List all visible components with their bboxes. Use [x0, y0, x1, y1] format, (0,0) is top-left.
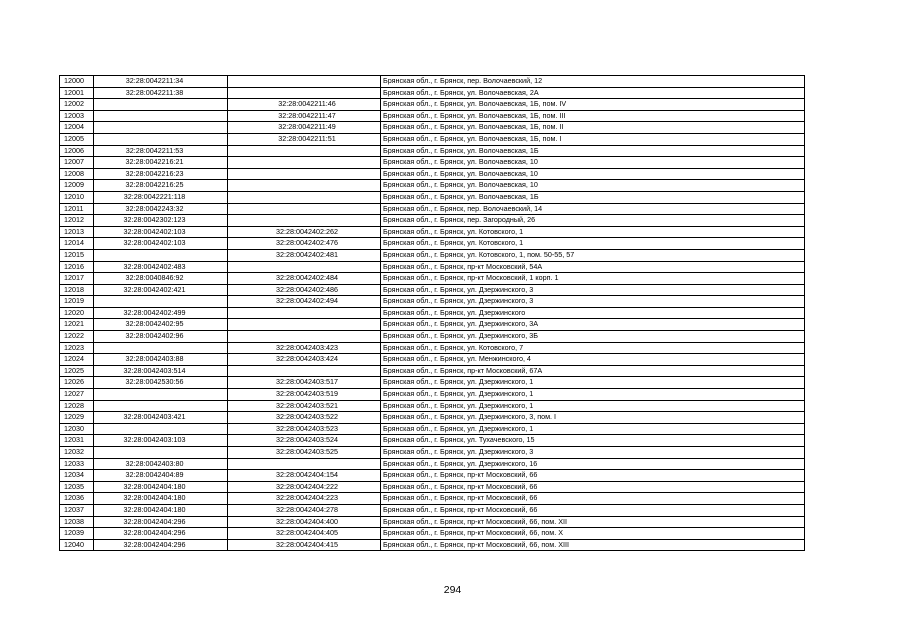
building-number-cell	[228, 157, 381, 169]
parcel-number-cell: 32:28:0042404:180	[94, 481, 228, 493]
row-number-cell: 12018	[60, 284, 94, 296]
row-number-cell: 12028	[60, 400, 94, 412]
row-number-cell: 12000	[60, 76, 94, 88]
row-number-cell: 12004	[60, 122, 94, 134]
row-number-cell: 12038	[60, 516, 94, 528]
parcel-number-cell: 32:28:0042403:421	[94, 412, 228, 424]
parcel-number-cell: 32:28:0042402:96	[94, 331, 228, 343]
table-row	[60, 354, 805, 366]
table-row	[60, 133, 805, 145]
table-row	[60, 203, 805, 215]
building-number-cell: 32:28:0042402:494	[228, 296, 381, 308]
address-cell: Брянская обл., г. Брянск, ул. Дзержинского, 3	[381, 447, 805, 459]
building-number-cell	[228, 191, 381, 203]
parcel-number-cell	[94, 389, 228, 401]
building-number-cell: 32:28:0042211:51	[228, 133, 381, 145]
address-cell: Брянская обл., г. Брянск, ул. Котовского, 1	[381, 226, 805, 238]
building-number-cell: 32:28:0042402:484	[228, 273, 381, 285]
address-cell: Брянская обл., г. Брянск, ул. Волочаевская, 1Б	[381, 145, 805, 157]
building-number-cell	[228, 87, 381, 99]
parcel-number-cell	[94, 296, 228, 308]
table-row	[60, 296, 805, 308]
building-number-cell: 32:28:0042403:423	[228, 342, 381, 354]
address-cell: Брянская обл., г. Брянск, ул. Дзержинского, 16	[381, 458, 805, 470]
row-number-cell: 12040	[60, 539, 94, 551]
row-number-cell: 12024	[60, 354, 94, 366]
parcel-number-cell: 32:28:0042402:499	[94, 307, 228, 319]
row-number-cell: 12015	[60, 249, 94, 261]
row-number-cell: 12005	[60, 133, 94, 145]
address-cell: Брянская обл., г. Брянск, ул. Дзержинского, 1	[381, 400, 805, 412]
building-number-cell	[228, 76, 381, 88]
parcel-number-cell: 32:28:0042211:53	[94, 145, 228, 157]
parcel-number-cell: 32:28:0042302:123	[94, 215, 228, 227]
building-number-cell: 32:28:0042211:47	[228, 110, 381, 122]
building-number-cell	[228, 365, 381, 377]
parcel-number-cell: 32:28:0040846:92	[94, 273, 228, 285]
parcel-number-cell: 32:28:0042402:103	[94, 238, 228, 250]
building-number-cell	[228, 203, 381, 215]
row-number-cell: 12025	[60, 365, 94, 377]
building-number-cell: 32:28:0042403:517	[228, 377, 381, 389]
parcel-number-cell: 32:28:0042402:103	[94, 226, 228, 238]
row-number-cell: 12022	[60, 331, 94, 343]
table-row	[60, 481, 805, 493]
address-cell: Брянская обл., г. Брянск, ул. Волочаевская, 1Б, пом. II	[381, 122, 805, 134]
building-number-cell	[228, 215, 381, 227]
parcel-number-cell: 32:28:0042404:296	[94, 516, 228, 528]
parcel-number-cell: 32:28:0042216:23	[94, 168, 228, 180]
row-number-cell: 12029	[60, 412, 94, 424]
table-row	[60, 539, 805, 551]
parcel-number-cell: 32:28:0042403:514	[94, 365, 228, 377]
parcel-number-cell: 32:28:0042211:34	[94, 76, 228, 88]
building-number-cell: 32:28:0042404:223	[228, 493, 381, 505]
building-number-cell	[228, 168, 381, 180]
table-row	[60, 516, 805, 528]
address-cell: Брянская обл., г. Брянск, ул. Дзержинского, 1	[381, 389, 805, 401]
building-number-cell: 32:28:0042404:154	[228, 470, 381, 482]
address-cell: Брянская обл., г. Брянск, пр-кт Московский, 66, пом. XII	[381, 516, 805, 528]
building-number-cell: 32:28:0042404:405	[228, 528, 381, 540]
building-number-cell: 32:28:0042403:519	[228, 389, 381, 401]
building-number-cell	[228, 307, 381, 319]
table-row	[60, 180, 805, 192]
address-cell: Брянская обл., г. Брянск, пр-кт Московский, 66, пом. X	[381, 528, 805, 540]
address-cell: Брянская обл., г. Брянск, пер. Волочаевский, 12	[381, 76, 805, 88]
address-cell: Брянская обл., г. Брянск, пр-кт Московский, 66, пом. XIII	[381, 539, 805, 551]
parcel-number-cell: 32:28:0042403:103	[94, 435, 228, 447]
cadastral-table	[59, 75, 805, 551]
address-cell: Брянская обл., г. Брянск, ул. Дзержинского, 3Б	[381, 331, 805, 343]
table-row	[60, 99, 805, 111]
table-row	[60, 76, 805, 88]
address-cell: Брянская обл., г. Брянск, ул. Волочаевская, 10	[381, 157, 805, 169]
address-cell: Брянская обл., г. Брянск, ул. Дзержинского, 1	[381, 377, 805, 389]
table-row	[60, 191, 805, 203]
parcel-number-cell	[94, 342, 228, 354]
table-row	[60, 470, 805, 482]
parcel-number-cell: 32:28:0042402:421	[94, 284, 228, 296]
table-row	[60, 458, 805, 470]
building-number-cell	[228, 261, 381, 273]
address-cell: Брянская обл., г. Брянск, пр-кт Московский, 54А	[381, 261, 805, 273]
row-number-cell: 12002	[60, 99, 94, 111]
row-number-cell: 12013	[60, 226, 94, 238]
address-cell: Брянская обл., г. Брянск, ул. Дзержинского, 3	[381, 296, 805, 308]
table-row	[60, 145, 805, 157]
parcel-number-cell: 32:28:0042211:38	[94, 87, 228, 99]
address-cell: Брянская обл., г. Брянск, ул. Волочаевская, 10	[381, 180, 805, 192]
address-cell: Брянская обл., г. Брянск, пр-кт Московский, 1 корп. 1	[381, 273, 805, 285]
parcel-number-cell	[94, 110, 228, 122]
building-number-cell: 32:28:0042404:415	[228, 539, 381, 551]
address-cell: Брянская обл., г. Брянск, ул. Волочаевская, 10	[381, 168, 805, 180]
table-row	[60, 261, 805, 273]
row-number-cell: 12033	[60, 458, 94, 470]
table-row	[60, 226, 805, 238]
row-number-cell: 12039	[60, 528, 94, 540]
building-number-cell: 32:28:0042404:222	[228, 481, 381, 493]
building-number-cell: 32:28:0042211:46	[228, 99, 381, 111]
building-number-cell	[228, 145, 381, 157]
parcel-number-cell: 32:28:0042402:483	[94, 261, 228, 273]
address-cell: Брянская обл., г. Брянск, пер. Волочаевский, 14	[381, 203, 805, 215]
table-row	[60, 249, 805, 261]
address-cell: Брянская обл., г. Брянск, пр-кт Московский, 66	[381, 504, 805, 516]
table-row	[60, 342, 805, 354]
row-number-cell: 12006	[60, 145, 94, 157]
row-number-cell: 12031	[60, 435, 94, 447]
address-cell: Брянская обл., г. Брянск, пер. Загородный, 26	[381, 215, 805, 227]
row-number-cell: 12023	[60, 342, 94, 354]
building-number-cell: 32:28:0042402:262	[228, 226, 381, 238]
page-number: 294	[443, 584, 462, 596]
address-cell: Брянская обл., г. Брянск, ул. Котовского, 1	[381, 238, 805, 250]
building-number-cell: 32:28:0042402:486	[228, 284, 381, 296]
row-number-cell: 12016	[60, 261, 94, 273]
address-cell: Брянская обл., г. Брянск, ул. Дзержинского, 3, пом. I	[381, 412, 805, 424]
building-number-cell: 32:28:0042403:424	[228, 354, 381, 366]
parcel-number-cell: 32:28:0042243:32	[94, 203, 228, 215]
building-number-cell: 32:28:0042403:523	[228, 423, 381, 435]
row-number-cell: 12026	[60, 377, 94, 389]
address-cell: Брянская обл., г. Брянск, ул. Менжинского, 4	[381, 354, 805, 366]
row-number-cell: 12012	[60, 215, 94, 227]
table-row	[60, 319, 805, 331]
row-number-cell: 12011	[60, 203, 94, 215]
parcel-number-cell: 32:28:0042402:95	[94, 319, 228, 331]
address-cell: Брянская обл., г. Брянск, пр-кт Московский, 66	[381, 493, 805, 505]
address-cell: Брянская обл., г. Брянск, ул. Волочаевская, 1Б	[381, 191, 805, 203]
table-row	[60, 389, 805, 401]
parcel-number-cell: 32:28:0042216:21	[94, 157, 228, 169]
table-row	[60, 238, 805, 250]
building-number-cell	[228, 180, 381, 192]
building-number-cell: 32:28:0042404:400	[228, 516, 381, 528]
row-number-cell: 12020	[60, 307, 94, 319]
table-row	[60, 504, 805, 516]
parcel-number-cell: 32:28:0042404:296	[94, 528, 228, 540]
table-row	[60, 122, 805, 134]
row-number-cell: 12021	[60, 319, 94, 331]
row-number-cell: 12010	[60, 191, 94, 203]
building-number-cell	[228, 331, 381, 343]
address-cell: Брянская обл., г. Брянск, пр-кт Московский, 66	[381, 481, 805, 493]
parcel-number-cell	[94, 249, 228, 261]
building-number-cell: 32:28:0042403:525	[228, 447, 381, 459]
row-number-cell: 12001	[60, 87, 94, 99]
cadastral-table-body	[60, 76, 805, 551]
table-row	[60, 377, 805, 389]
building-number-cell: 32:28:0042403:521	[228, 400, 381, 412]
address-cell: Брянская обл., г. Брянск, ул. Дзержинского, 1	[381, 423, 805, 435]
row-number-cell: 12019	[60, 296, 94, 308]
parcel-number-cell: 32:28:0042221:118	[94, 191, 228, 203]
row-number-cell: 12034	[60, 470, 94, 482]
row-number-cell: 12009	[60, 180, 94, 192]
row-number-cell: 12035	[60, 481, 94, 493]
row-number-cell: 12032	[60, 447, 94, 459]
building-number-cell: 32:28:0042402:481	[228, 249, 381, 261]
parcel-number-cell	[94, 423, 228, 435]
building-number-cell: 32:28:0042404:278	[228, 504, 381, 516]
building-number-cell: 32:28:0042403:524	[228, 435, 381, 447]
building-number-cell: 32:28:0042211:49	[228, 122, 381, 134]
parcel-number-cell	[94, 400, 228, 412]
table-row	[60, 423, 805, 435]
address-cell: Брянская обл., г. Брянск, ул. Дзержинского, 3	[381, 284, 805, 296]
address-cell: Брянская обл., г. Брянск, ул. Тухачевского, 15	[381, 435, 805, 447]
parcel-number-cell	[94, 447, 228, 459]
table-row	[60, 412, 805, 424]
parcel-number-cell: 32:28:0042404:180	[94, 493, 228, 505]
building-number-cell	[228, 319, 381, 331]
table-row	[60, 307, 805, 319]
address-cell: Брянская обл., г. Брянск, ул. Волочаевская, 1Б, пом. IV	[381, 99, 805, 111]
building-number-cell	[228, 458, 381, 470]
address-cell: Брянская обл., г. Брянск, ул. Дзержинского	[381, 307, 805, 319]
address-cell: Брянская обл., г. Брянск, ул. Волочаевская, 2А	[381, 87, 805, 99]
address-cell: Брянская обл., г. Брянск, ул. Дзержинского, 3А	[381, 319, 805, 331]
table-row	[60, 493, 805, 505]
table-row	[60, 168, 805, 180]
table-row	[60, 273, 805, 285]
parcel-number-cell: 32:28:0042530:56	[94, 377, 228, 389]
row-number-cell: 12027	[60, 389, 94, 401]
row-number-cell: 12036	[60, 493, 94, 505]
building-number-cell: 32:28:0042402:476	[228, 238, 381, 250]
table-row	[60, 215, 805, 227]
address-cell: Брянская обл., г. Брянск, пр-кт Московский, 67А	[381, 365, 805, 377]
table-row	[60, 331, 805, 343]
table-row	[60, 528, 805, 540]
table-row	[60, 365, 805, 377]
parcel-number-cell: 32:28:0042403:88	[94, 354, 228, 366]
parcel-number-cell	[94, 133, 228, 145]
row-number-cell: 12017	[60, 273, 94, 285]
row-number-cell: 12007	[60, 157, 94, 169]
table-row	[60, 284, 805, 296]
row-number-cell: 12008	[60, 168, 94, 180]
building-number-cell: 32:28:0042403:522	[228, 412, 381, 424]
row-number-cell: 12030	[60, 423, 94, 435]
table-row	[60, 157, 805, 169]
row-number-cell: 12014	[60, 238, 94, 250]
address-cell: Брянская обл., г. Брянск, ул. Волочаевская, 1Б, пом. III	[381, 110, 805, 122]
address-cell: Брянская обл., г. Брянск, пр-кт Московский, 66	[381, 470, 805, 482]
parcel-number-cell: 32:28:0042216:25	[94, 180, 228, 192]
table-row	[60, 87, 805, 99]
address-cell: Брянская обл., г. Брянск, ул. Волочаевская, 1Б, пом. I	[381, 133, 805, 145]
table-row	[60, 447, 805, 459]
address-cell: Брянская обл., г. Брянск, ул. Котовского, 7	[381, 342, 805, 354]
table-row	[60, 400, 805, 412]
parcel-number-cell	[94, 99, 228, 111]
parcel-number-cell	[94, 122, 228, 134]
row-number-cell: 12037	[60, 504, 94, 516]
parcel-number-cell: 32:28:0042403:80	[94, 458, 228, 470]
parcel-number-cell: 32:28:0042404:180	[94, 504, 228, 516]
parcel-number-cell: 32:28:0042404:89	[94, 470, 228, 482]
table-row	[60, 435, 805, 447]
row-number-cell: 12003	[60, 110, 94, 122]
table-row	[60, 110, 805, 122]
parcel-number-cell: 32:28:0042404:296	[94, 539, 228, 551]
address-cell: Брянская обл., г. Брянск, ул. Котовского, 1, пом. 50-55, 57	[381, 249, 805, 261]
